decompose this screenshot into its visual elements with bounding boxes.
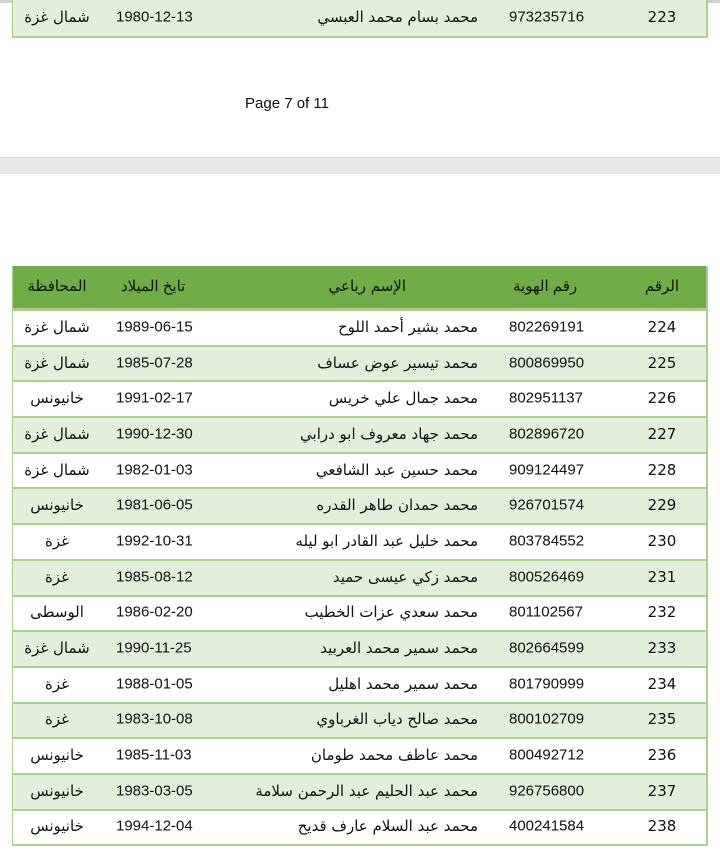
cell-dob: 1988-01-05	[116, 675, 193, 693]
cell-id: 400241584	[509, 818, 585, 836]
cell-governorate: غزة	[45, 567, 69, 586]
cell-number: 230	[647, 532, 677, 551]
cell-dob: 1991-02-17	[116, 389, 193, 407]
cell-governorate: شمال غزة	[24, 639, 90, 658]
cell-number: 237	[647, 781, 677, 800]
cell-name: محمد زكي عيسى حميد	[332, 567, 478, 586]
cell-id: 803784552	[509, 532, 585, 550]
table-row	[13, 382, 706, 418]
cell-number: 226	[647, 389, 677, 408]
cell-number: 238	[647, 817, 677, 836]
cell-name: محمد حمدان طاهر القدره	[316, 496, 478, 515]
cell-id: 802951137	[509, 389, 583, 407]
cell-governorate: خانيونس	[30, 781, 84, 800]
table-row	[13, 311, 706, 347]
cell-governorate: شمال غزة	[24, 353, 90, 372]
cell-governorate: خانيونس	[30, 817, 84, 836]
cell-number: 231	[647, 567, 677, 586]
table-row	[13, 561, 706, 597]
cell-number: 234	[647, 674, 677, 693]
cell-governorate: خانيونس	[30, 496, 84, 515]
table-row	[13, 632, 706, 668]
cell-governorate: شمال غزة	[24, 425, 90, 444]
cell-dob: 1992-10-31	[116, 532, 193, 550]
cell-name: محمد حسين عبد الشافعي	[315, 460, 478, 479]
table-row	[13, 347, 706, 383]
header-number: الرقم	[644, 277, 680, 296]
cell-id: 926756800	[509, 782, 585, 800]
cell-id: 800526469	[509, 568, 585, 586]
cell-name: محمد بسام محمد العبسي	[317, 8, 478, 27]
table-row	[13, 454, 706, 490]
cell-name: محمد تيسير عوض عساف	[317, 353, 478, 372]
cell-id: 909124497	[509, 461, 585, 479]
table-row	[13, 597, 706, 633]
table-row	[13, 811, 706, 847]
cell-dob: 1986-02-20	[116, 603, 193, 621]
cell-number: 233	[647, 639, 677, 658]
cell-number: 232	[647, 603, 677, 622]
cell-number: 227	[647, 425, 677, 444]
cell-governorate: غزة	[45, 710, 69, 729]
cell-governorate: شمال غزة	[24, 8, 90, 27]
cell-governorate: غزة	[45, 674, 69, 693]
cell-dob: 1983-10-08	[116, 711, 193, 729]
cell-name: محمد سعدي عزات الخطيب	[304, 603, 478, 622]
table-row	[13, 668, 706, 704]
cell-id: 800492712	[509, 746, 585, 764]
cell-id: 973235716	[509, 8, 585, 26]
cell-id: 802269191	[509, 318, 585, 336]
cell-number: 236	[647, 746, 677, 765]
header-dob: تايخ الميلاد	[121, 278, 186, 296]
table-row	[13, 739, 706, 775]
cell-dob: 1989-06-15	[116, 318, 193, 336]
cell-dob: 1990-11-25	[116, 639, 192, 657]
cell-name: محمد سمير محمد العربيد	[320, 639, 478, 658]
header-governorate: المحافظة	[27, 277, 87, 296]
cell-name: محمد عاطف محمد طومان	[310, 746, 478, 765]
cell-id: 800869950	[509, 354, 585, 372]
cell-name: محمد جمال علي خريس	[328, 389, 478, 408]
cell-dob: 1983-03-05	[116, 782, 193, 800]
cell-governorate: خانيونس	[30, 389, 84, 408]
page-separator	[0, 157, 720, 174]
cell-dob: 1980-12-13	[116, 8, 193, 26]
cell-governorate: شمال غزة	[24, 460, 90, 479]
cell-dob: 1990-12-30	[116, 425, 193, 443]
cell-dob: 1985-08-12	[116, 568, 193, 586]
table-row	[13, 489, 706, 525]
cell-number: 228	[647, 460, 677, 479]
cell-name: محمد خليل عبد القادر ابو ليله	[295, 532, 478, 551]
previous-page-table	[12, 0, 708, 38]
cell-governorate: الوسطى	[30, 603, 84, 622]
cell-dob: 1982-01-03	[116, 461, 193, 479]
cell-name: محمد سمير محمد اهليل	[328, 674, 478, 693]
cell-number: 225	[647, 353, 677, 372]
cell-number: 224	[647, 317, 677, 336]
cell-dob: 1985-07-28	[116, 354, 193, 372]
cell-id: 801102567	[509, 603, 583, 621]
header-name: الإسم رباعي	[328, 277, 406, 296]
cell-number: 235	[647, 710, 677, 729]
cell-name: محمد جهاد معروف ابو درابي	[300, 425, 478, 444]
table-row	[13, 775, 706, 811]
cell-id: 802664599	[509, 639, 585, 657]
cell-name: محمد صالح دياب الغرباوي	[316, 710, 478, 729]
table-header	[13, 266, 706, 311]
table-row	[13, 0, 706, 38]
table-row	[13, 525, 706, 561]
table-row	[13, 418, 706, 454]
cell-id: 926701574	[509, 496, 585, 514]
cell-number: 223	[647, 8, 677, 27]
cell-id: 800102709	[509, 711, 585, 729]
cell-id: 802896720	[509, 425, 585, 443]
page-number-footer: Page 7 of 11	[245, 95, 329, 112]
cell-dob: 1981-06-05	[116, 496, 193, 514]
cell-governorate: خانيونس	[30, 746, 84, 765]
cell-id: 801790999	[509, 675, 585, 693]
cell-name: محمد بشير أحمد اللوح	[337, 317, 478, 336]
cell-governorate: شمال غزة	[24, 317, 90, 336]
cell-name: محمد عبد السلام عارف قديح	[297, 817, 478, 836]
cell-governorate: غزة	[45, 532, 69, 551]
cell-dob: 1994-12-04	[116, 818, 193, 836]
cell-dob: 1985-11-03	[116, 746, 192, 764]
records-table	[12, 266, 708, 846]
header-id: رقم الهوية	[513, 278, 578, 296]
table-row	[13, 704, 706, 740]
cell-number: 229	[647, 496, 677, 515]
cell-name: محمد عبد الحليم عبد الرحمن سلامة	[255, 781, 478, 800]
